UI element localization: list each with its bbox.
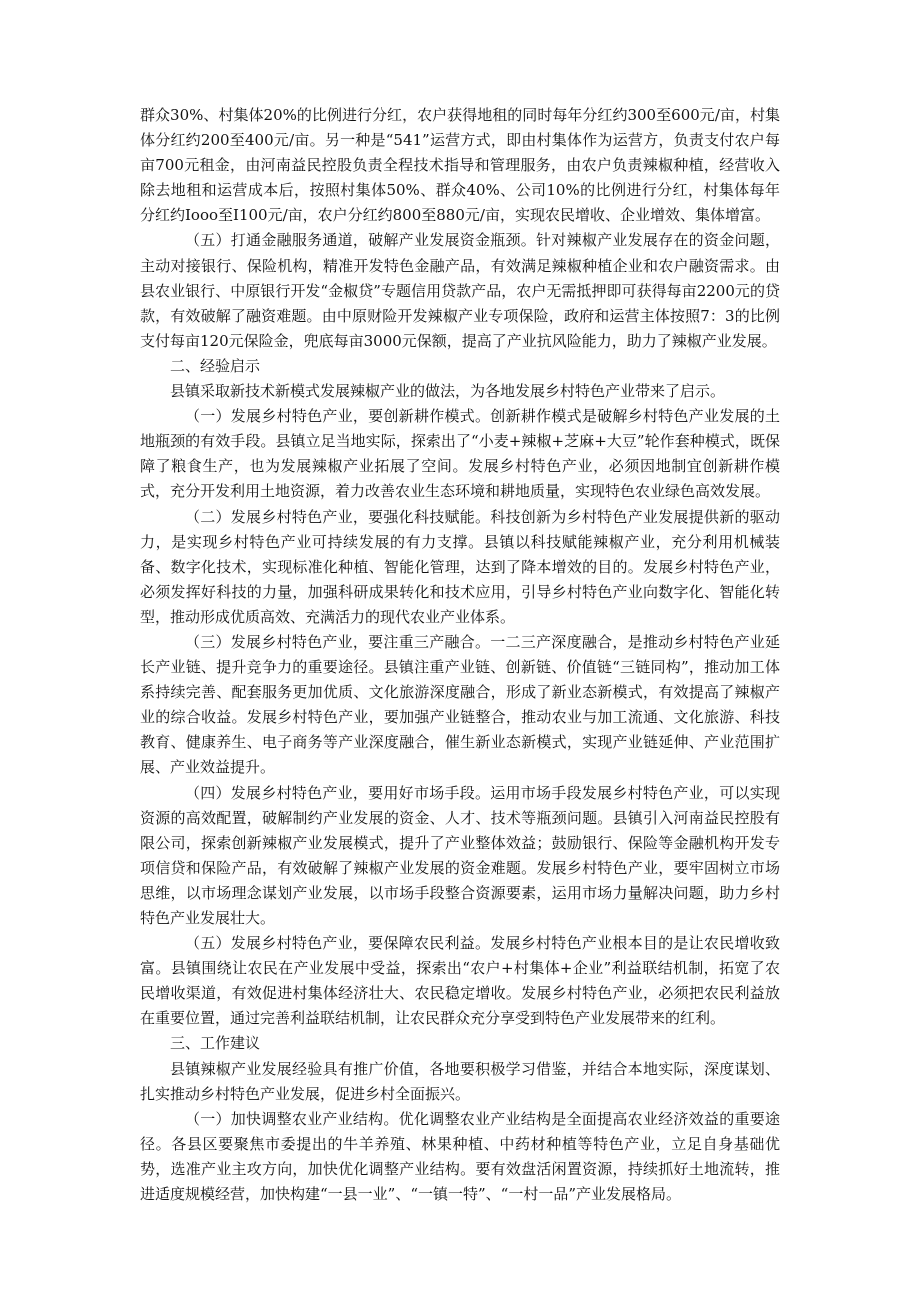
paragraph-financial-services: （五）打通金融服务通道，破解产业发展资金瓶颈。针对辣椒产业发展存在的资金问题，主动对接银行、保险机构，精准开发特色金融产品，有效满足辣椒种植企业和农户融资需求。由县农业银行、中原银行开发“金椒贷”专题信用贷款产品，农户无需抵押即可获得每亩2200元的贷款，有效破解了融资难题。由中原财险开发辣椒产业专项保险，政府和运营主体按照7：3的比例支付每亩120元保险金，兜底每亩3000元保额，提高了产业抗风险能力，助力了辣椒产业发展。 [140,231,780,350]
document-body [140,103,780,1207]
paragraph-farmer-interests: （五）发展乡村特色产业，要保障农民利益。发展乡村特色产业根本目的是让农民增收致富。县镇围绕让农民在产业发展中受益，探索出“农户+村集体+企业”利益联结机制，拓宽了农民增收渠道，有效促进村集体经济壮大、农民稳定增收。发展乡村特色产业，必须把农民利益放在重要位置，通过完善利益联结机制，让农民群众充分享受到特色产业发展带来的红利。 [140,934,780,1028]
section-heading-experience: 二、经验启示 [170,356,261,375]
paragraph-industry-structure: （一）加快调整农业产业结构。优化调整农业产业结构是全面提高农业经济效益的重要途径。各县区要聚焦市委提出的牛羊养殖、林果种植、中药材种植等特色产业，立足自身基础优势，选准产业主攻方向，加快优化调整产业结构。要有效盘活闲置资源，持续抓好土地流转，推进适度规模经营，加快构建“一县一业”、“一镇一特”、“一村一品”产业发展格局。 [140,1109,780,1204]
paragraph-suggestions-intro: 县镇辣椒产业发展经验具有推广价值，各地要积极学习借鉴，并结合本地实际，深度谋划、扎实推动乡村特色产业发展，促进乡村全面振兴。 [140,1059,780,1103]
section-heading-suggestions: 三、工作建议 [170,1034,261,1053]
paragraph-farming-model: （一）发展乡村特色产业，要创新耕作模式。创新耕作模式是破解乡村特色产业发展的土地瓶颈的有效手段。县镇立足当地实际，探索出了“小麦+辣椒+芝麻+大豆”轮作套种模式，既保障了粮食生产，也为发展辣椒产业拓展了空间。发展乡村特色产业，必须因地制宜创新耕作模式，充分开发利用土地资源，着力改善农业生态环境和耕地质量，实现特色农业绿色高效发展。 [140,407,780,501]
paragraph-profit-sharing-continued: 群众30%、村集体20%的比例进行分红，农户获得地租的同时每年分红约300至600元/亩，村集体分红约200至400元/亩。另一种是“541”运营方式，即由村集体作为运营方，负责支付农户每亩700元租金，由河南益民控股负责全程技术指导和管理服务，由农户负责辣椒种植，经营收入除去地租和运营成本后，按照村集体50%、群众40%、公司10%的比例进行分红，村集体每年分红约Iooo至I100元/亩，农户分红约800至880元/亩，实现农民增收、企业增效、集体增富。 [140,106,780,225]
paragraph-industry-integration: （三）发展乡村特色产业，要注重三产融合。一二三产深度融合，是推动乡村特色产业延长产业链、提升竞争力的重要途径。县镇注重产业链、创新链、价值链“三链同构”，推动加工体系持续完善、配套服务更加优质、文化旅游深度融合，形成了新业态新模式，有效提高了辣椒产业的综合收益。发展乡村特色产业，要加强产业链整合，推动农业与加工流通、文化旅游、科技教育、健康养生、电子商务等产业深度融合，催生新业态新模式，实现产业链延伸、产业范围扩展、产业效益提升。 [140,632,780,777]
paragraph-market-means: （四）发展乡村特色产业，要用好市场手段。运用市场手段发展乡村特色产业，可以实现资源的高效配置，破解制约产业发展的资金、人才、技术等瓶颈问题。县镇引入河南益民控股有限公司，探索创新辣椒产业发展模式，提升了产业整体效益；鼓励银行、保险等金融机构开发专项信贷和保险产品，有效破解了辣椒产业发展的资金难题。发展乡村特色产业，要牢固树立市场思维，以市场理念谋划产业发展，以市场手段整合资源要素，运用市场力量解决问题，助力乡村特色产业发展壮大。 [140,783,780,927]
paragraph-experience-intro: 县镇采取新技术新模式发展辣椒产业的做法，为各地发展乡村特色产业带来了启示。 [170,382,726,401]
paragraph-tech-empowerment: （二）发展乡村特色产业，要强化科技赋能。科技创新为乡村特色产业发展提供新的驱动力，是实现乡村特色产业可持续发展的有力支撑。县镇以科技赋能辣椒产业，充分利用机械装备、数字化技术，实现标准化种植、智能化管理，达到了降本增效的目的。发展乡村特色产业，必须发挥好科技的力量，加强科研成果转化和技术应用，引导乡村特色产业向数字化、智能化转型，推动形成优质高效、充满活力的现代农业产业体系。 [140,507,780,626]
